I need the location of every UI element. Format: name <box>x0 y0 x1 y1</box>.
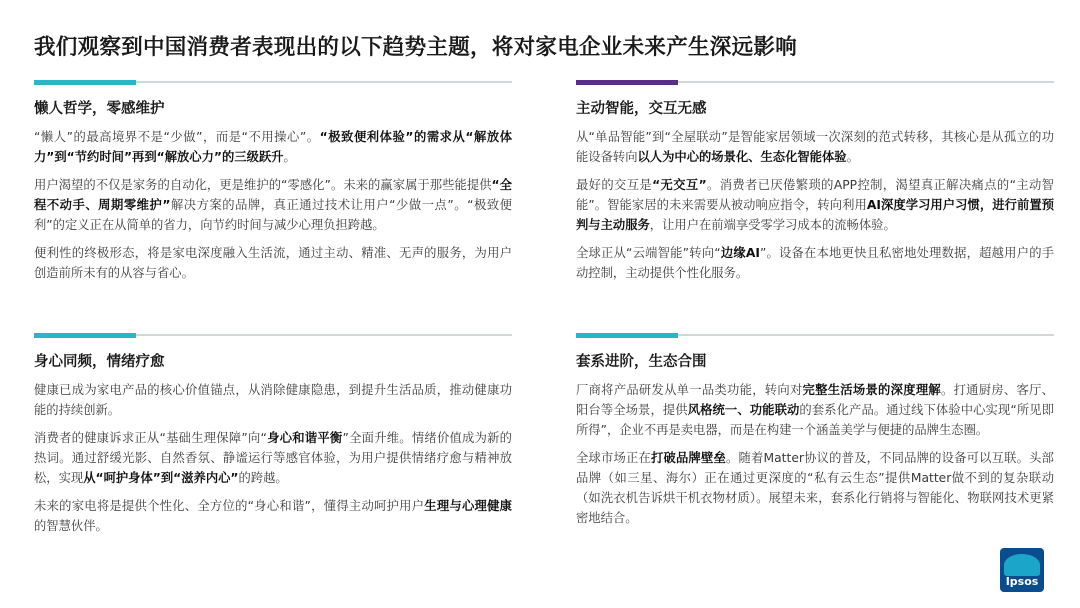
ipsos-logo <box>1000 548 1044 592</box>
body-text: 。 <box>846 150 859 164</box>
section-body <box>576 127 1054 283</box>
section-title: 套系进阶，生态合围 <box>576 354 707 370</box>
section-body <box>34 127 512 283</box>
paragraph <box>34 496 512 536</box>
divider-accent <box>576 333 678 338</box>
page-title: 我们观察到中国消费者表现出的以下趋势主题，将对家电企业未来产生深远影响 <box>34 35 798 60</box>
paragraph <box>34 428 512 488</box>
body-text: ”。设备在本地更快且私密地处理数据，超越用户的手动控制，主动提供个性化服务。 <box>576 246 1055 280</box>
emphasis-text: “无交互” <box>652 178 707 192</box>
divider-line <box>118 81 512 83</box>
emphasis-text: 生理与心理健康 <box>424 499 512 513</box>
body-text: ，让用户在前端享受零学习成本的流畅体验。 <box>649 218 896 232</box>
section-active-intelligence <box>576 80 1054 291</box>
section-divider <box>34 80 512 84</box>
paragraph <box>576 243 1054 283</box>
body-text: 从“单品智能”到“全屋联动”是智能家居领域一次深刻的范式转移，其核心是从孤立的功能设备转向 <box>576 130 1054 164</box>
emphasis-text: AI深度学习用户习惯，进行前置预判与主动服务 <box>576 198 1055 232</box>
emphasis-text: “极致便利体验”的需求从“解放体力”到“节约时间”再到“解放心力”的三级跃升 <box>34 130 512 164</box>
paragraph <box>34 243 512 283</box>
body-text: 。打通厨房、客厅、阳台等全场景，提供 <box>576 383 1054 417</box>
section-body <box>34 380 512 536</box>
divider-accent <box>34 333 136 338</box>
logo-text: Ipsos <box>1005 575 1039 588</box>
body-text: 。 <box>283 150 296 164</box>
body-text: ”全面升维。情绪价值成为新的热词。通过舒缓光影、自然香氛、静谧运行等感官体验，为用户提供情绪疗愈与精神放松，实现 <box>34 431 512 485</box>
paragraph <box>576 175 1054 235</box>
divider-accent <box>576 80 678 85</box>
section-title: 懒人哲学，零感维护 <box>34 101 165 117</box>
body-text: 解决方案的品牌，真正通过技术让用户“少做一点”。“极致便利”的定义正在从简单的省力，向节约时间与减少心理负担跨越。 <box>34 198 512 232</box>
body-text: 用户渴望的不仅是家务的自动化，更是维护的“零感化”。未来的赢家属于那些能提供 <box>34 178 492 192</box>
section-suite-ecosystem <box>576 333 1054 536</box>
body-text: 。消费者已厌倦繁琐的APP控制，渴望真正解决痛点的“主动智能”。智能家居的未来需要从被动响应指令，转向利用 <box>576 178 1054 212</box>
emphasis-text: 身心和谐平衡 <box>266 431 343 445</box>
emphasis-text: 从“呵护身体”到“滋养内心” <box>83 471 239 485</box>
body-text: 消费者的健康诉求正从“基础生理保障”向“ <box>34 431 267 445</box>
section-title: 身心同频，情绪疗愈 <box>34 354 165 370</box>
emphasis-text: 风格统一、功能联动 <box>687 403 800 417</box>
paragraph <box>576 127 1054 167</box>
body-text: “懒人”的最高境界不是“少做”，而是“不用操心”。 <box>34 130 320 144</box>
section-mind-body <box>34 333 512 544</box>
divider-line <box>660 81 1054 83</box>
section-divider <box>34 333 512 337</box>
body-text: 健康已成为家电产品的核心价值锚点，从消除健康隐患，到提升生活品质，推动健康功能的持续创新。 <box>34 383 512 417</box>
body-text: 厂商将产品研发从单一品类功能，转向对 <box>576 383 803 397</box>
logo-arc <box>1004 554 1040 576</box>
body-text: 。随着Matter协议的普及，不同品牌的设备可以互联。头部品牌（如三星、海尔）正在通过更深度的“私有云生态”提供Matter做不到的复杂联动（如洗衣机告诉烘干机衣物材质）。展望未来，套系化行销将与智能化、物联网技术更紧密地结合。 <box>576 451 1054 525</box>
body-text: 最好的交互是 <box>576 178 653 192</box>
emphasis-text: 以人为中心的场景化、生态化智能体验 <box>637 150 847 164</box>
paragraph <box>34 380 512 420</box>
emphasis-text: “全程不动手、周期零维护” <box>34 178 512 212</box>
emphasis-text: 打破品牌壁垒 <box>651 451 727 465</box>
body-text: 的智慧伙伴。 <box>34 519 108 533</box>
divider-line <box>660 334 1054 336</box>
emphasis-text: 完整生活场景的深度理解 <box>802 383 941 397</box>
emphasis-text: 边缘AI <box>720 246 760 260</box>
section-body <box>576 380 1054 528</box>
paragraph <box>576 448 1054 528</box>
body-text: 全球正从“云端智能”转向“ <box>576 246 721 260</box>
body-text: 便利性的终极形态，将是家电深度融入生活流，通过主动、精准、无声的服务，为用户创造前所未有的从容与省心。 <box>34 246 512 280</box>
section-divider <box>576 333 1054 337</box>
body-text: 全球市场正在 <box>576 451 652 465</box>
paragraph <box>576 380 1054 440</box>
section-lazy-philosophy <box>34 80 512 291</box>
divider-accent <box>34 80 136 85</box>
paragraph <box>34 175 512 235</box>
section-title: 主动智能，交互无感 <box>576 101 707 117</box>
divider-line <box>118 334 512 336</box>
paragraph <box>34 127 512 167</box>
body-text: 的跨越。 <box>238 471 288 485</box>
section-divider <box>576 80 1054 84</box>
body-text: 未来的家电将是提供个性化、全方位的“身心和谐”，懂得主动呵护用户 <box>34 499 425 513</box>
body-text: 的套系化产品。通过线下体验中心实现“所见即所得”，企业不再是卖电器，而是在构建一个涵盖美学与便捷的品牌生态圈。 <box>576 403 1054 437</box>
